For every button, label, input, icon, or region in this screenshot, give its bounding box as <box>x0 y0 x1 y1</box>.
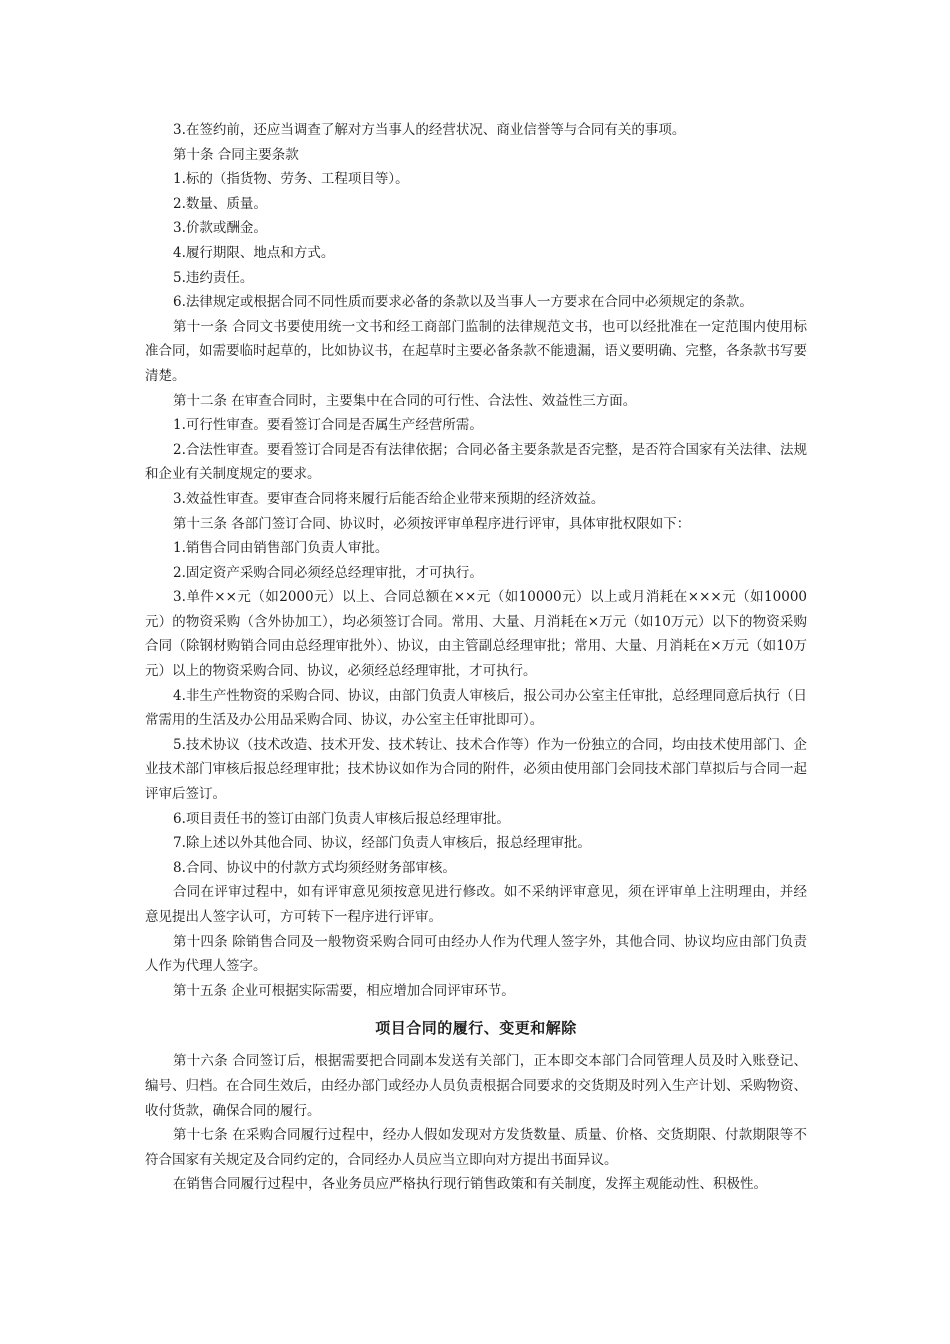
paragraph-art13-item4: 4.非生产性物资的采购合同、协议，由部门负责人审核后，报公司办公室主任审批，总经理同意后执行（日常需用的生活及办公用品采购合同、协议，办公室主任审批即可）。 <box>145 687 807 729</box>
paragraph-art10-item6: 6.法律规定或根据合同不同性质而要求必备的条款以及当事人一方要求在合同中必须规定的条款。 <box>173 294 753 311</box>
paragraph-art12-item2: 2.合法性审查。要看签订合同是否有法律依据；合同必备主要条款是否完整，是否符合国家有关法律、法规和企业有关制度规定的要求。 <box>145 441 807 483</box>
paragraph-art13-item7: 7.除上述以外其他合同、协议，经部门负责人审核后，报总经理审批。 <box>173 835 591 852</box>
paragraph-art10-item5: 5.违约责任。 <box>173 269 254 286</box>
paragraph-art12-item3: 3.效益性审查。要审查合同将来履行后能否给企业带来预期的经济效益。 <box>173 490 605 507</box>
section-heading: 项目合同的履行、变更和解除 <box>375 1019 577 1038</box>
paragraph-art12: 第十二条 在审查合同时，主要集中在合同的可行性、合法性、效益性三方面。 <box>173 392 637 409</box>
paragraph-art13-item8: 8.合同、协议中的付款方式均须经财务部审核。 <box>173 859 456 876</box>
document-page <box>145 118 807 1197</box>
paragraph-art10-item4: 4.履行期限、地点和方式。 <box>173 244 335 261</box>
paragraph-art17: 第十七条 在采购合同履行过程中，经办人假如发现对方发货数量、质量、价格、交货期限、付款期限等不符合国家有关规定及合同约定的，合同经办人员应当立即向对方提出书面异议。 <box>145 1127 807 1168</box>
paragraph-art12-item1: 1.可行性审查。要看签订合同是否属生产经营所需。 <box>173 417 483 434</box>
paragraph-art14: 第十四条 除销售合同及一般物资采购合同可由经办人作为代理人签字外，其他合同、协议均应由部门负责人作为代理人签字。 <box>145 933 807 975</box>
paragraph-art15: 第十五条 企业可根据实际需要，相应增加合同评审环节。 <box>173 982 515 999</box>
paragraph-art13-item1: 1.销售合同由销售部门负责人审批。 <box>173 540 389 557</box>
paragraph-sales-performance: 在销售合同履行过程中，各业务员应严格执行现行销售政策和有关制度，发挥主观能动性、积极性。 <box>173 1176 767 1193</box>
paragraph-art10-item2: 2.数量、质量。 <box>173 195 267 212</box>
paragraph-art16: 第十六条 合同签订后，根据需要把合同副本发送有关部门，正本即交本部门合同管理人员及时入账登记、编号、归档。在合同生效后，由经办部门或经办人员负责根据合同要求的交货期及时列入生产计划、采购物资、收付货款，确保合同的履行。 <box>145 1053 807 1119</box>
paragraph-art13-item5: 5.技术协议（技术改造、技术开发、技术转让、技术合作等）作为一份独立的合同，均由技术使用部门、企业技术部门审核后报总经理审批；技术协议如作为合同的附件，必须由使用部门会同技术部门草拟后与合同一起评审后签订。 <box>145 736 807 803</box>
paragraph-art10-item3: 3.价款或酬金。 <box>173 220 267 237</box>
paragraph-review-process: 合同在评审过程中，如有评审意见须按意见进行修改。如不采纳评审意见，须在评审单上注明理由，并经意见提出人签字认可，方可转下一程序进行评审。 <box>145 884 807 925</box>
paragraph-art10-item1: 1.标的（指货物、劳务、工程项目等）。 <box>173 171 409 188</box>
paragraph-art13: 第十三条 各部门签订合同、协议时，必须按评审单程序进行评审，具体审批权限如下： <box>173 515 691 532</box>
paragraph-art13-item3: 3.单件××元（如2000元）以上、合同总额在××元（如10000元）以上或月消耗在×××元（如10000元）的物资采购（含外协加工），均必须签订合同。常用、大量、月消耗在×万元（如10万元）以下的物资采购合同（除钢材购销合同由总经理审批外）、协议，由主管副总经理审批；常用、大量、月消耗在×万元（如10万元）以上的物资采购合同、协议，必须经总经理审批，才可执行。 <box>145 589 807 680</box>
paragraph-art13-item2: 2.固定资产采购合同必须经总经理审批，才可执行。 <box>173 564 483 581</box>
paragraph-art9-item3: 3.在签约前，还应当调查了解对方当事人的经营状况、商业信誉等与合同有关的事项。 <box>173 122 686 138</box>
paragraph-art13-item6: 6.项目责任书的签订由部门负责人审核后报总经理审批。 <box>173 810 510 827</box>
paragraph-art11: 第十一条 合同文书要使用统一文书和经工商部门监制的法律规范文书，也可以经批准在一定范围内使用标准合同，如需要临时起草的，比如协议书，在起草时主要必备条款不能遗漏，语义要明确、完整，各条款书写要清楚。 <box>145 318 807 384</box>
paragraph-art10-title: 第十条 合同主要条款 <box>173 146 299 163</box>
